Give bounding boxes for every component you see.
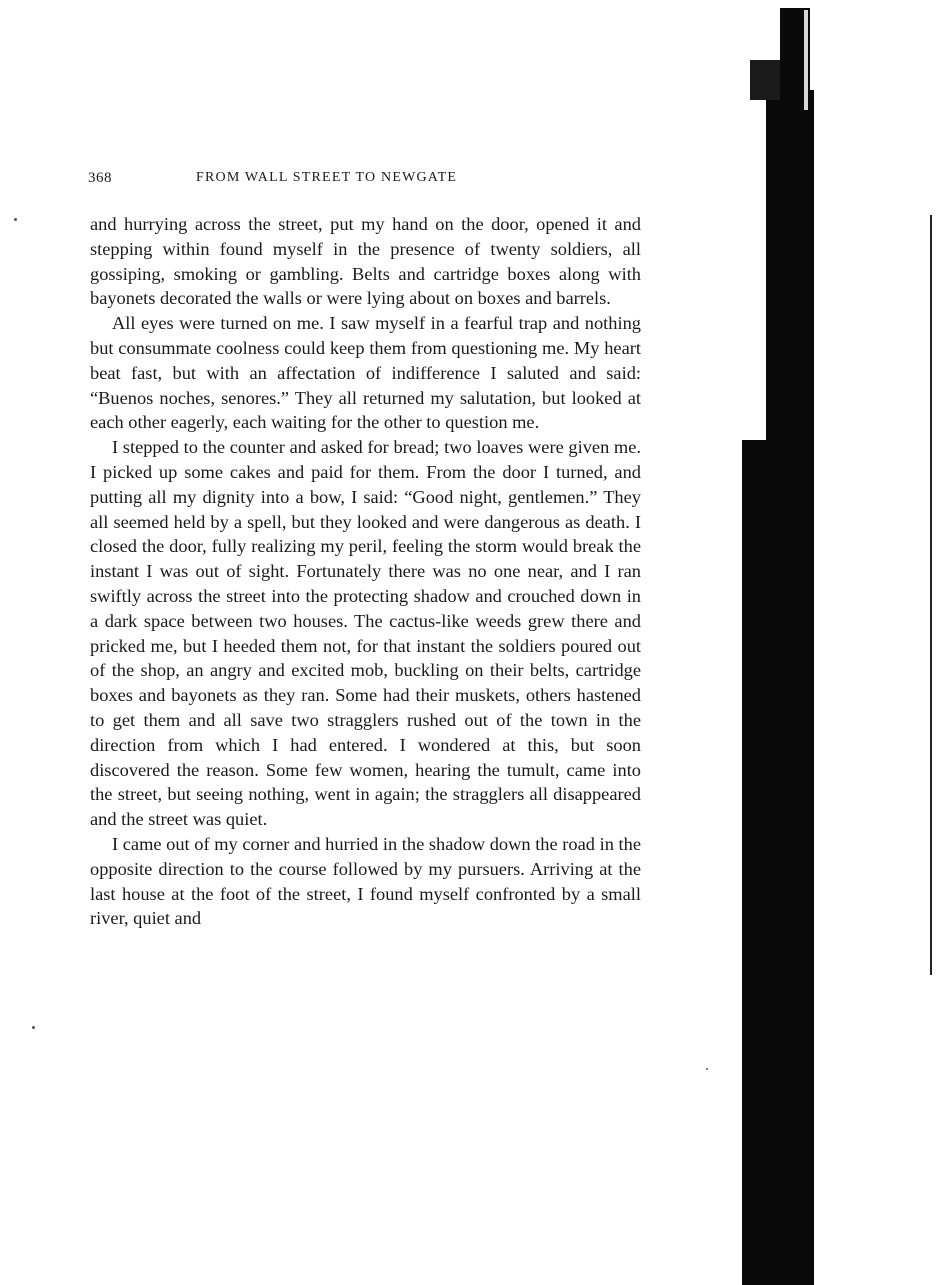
scanner-shadow-main: [766, 90, 814, 1285]
paragraph-2: All eyes were turned on me. I saw myself in a fearful trap and nothing but consummate coolness could keep them from questioning me. My heart beat fast, but with an affectation of indifference I saluted and said: “Buenos noches, senores.” They all returned my salutation, but looked at each other eagerly, each waiting for the other to question me.: [90, 313, 641, 433]
scan-speck: [14, 218, 17, 221]
body-text: [90, 212, 641, 931]
scanner-shadow-highlight: [804, 10, 808, 110]
page-number: 368: [88, 170, 112, 186]
scan-speck: [32, 1026, 35, 1029]
page-header: [88, 170, 648, 194]
scanner-shadow-notch: [750, 60, 780, 100]
paragraph-3: I stepped to the counter and asked for bread; two loaves were given me. I picked up some cakes and paid for them. From the door I turned, and putting all my dignity into a bow, I said: “Good night, gentlemen.” They all seemed held by a spell, but they looked and were dangerous as death. I closed the door, fully realizing my peril, feeling the storm would break the instant I was out of sight. Fortunately there was no one near, and I ran swiftly across the street into the protecting shadow and crouched down in a dark space between two houses. The cactus-like weeds grew there and pricked me, but I heeded them not, for that instant the soldiers poured out of the shop, an angry and excited mob, buckling on their belts, cartridge boxes and bayonets as they ran. Some had their muskets, others hastened to get them and all save two stragglers rushed out of the town in the direction from which I had entered. I wondered at this, but soon discovered the reason. Some few women, hearing the tumult, came into the street, but seeing nothing, went in again; the stragglers all disappeared and the street was quiet.: [90, 437, 641, 830]
scanner-shadow: [742, 0, 938, 1285]
paragraph-4: I came out of my corner and hurried in the shadow down the road in the opposite direction to the course followed by my pursuers. Arriving at the last house at the foot of the street, I found myself confronted by a small river, quiet and: [90, 833, 641, 929]
page-edge-line: [930, 215, 932, 975]
running-title: FROM WALL STREET TO NEWGATE: [196, 170, 458, 185]
paragraph-1: and hurrying across the street, put my hand on the door, opened it and stepping within found myself in the presence of twenty soldiers, all gossiping, smoking or gambling. Belts and cartridge boxes along with bayonets decorated the walls or were lying about on boxes and barrels.: [90, 214, 641, 309]
scan-speck: [706, 1068, 708, 1070]
